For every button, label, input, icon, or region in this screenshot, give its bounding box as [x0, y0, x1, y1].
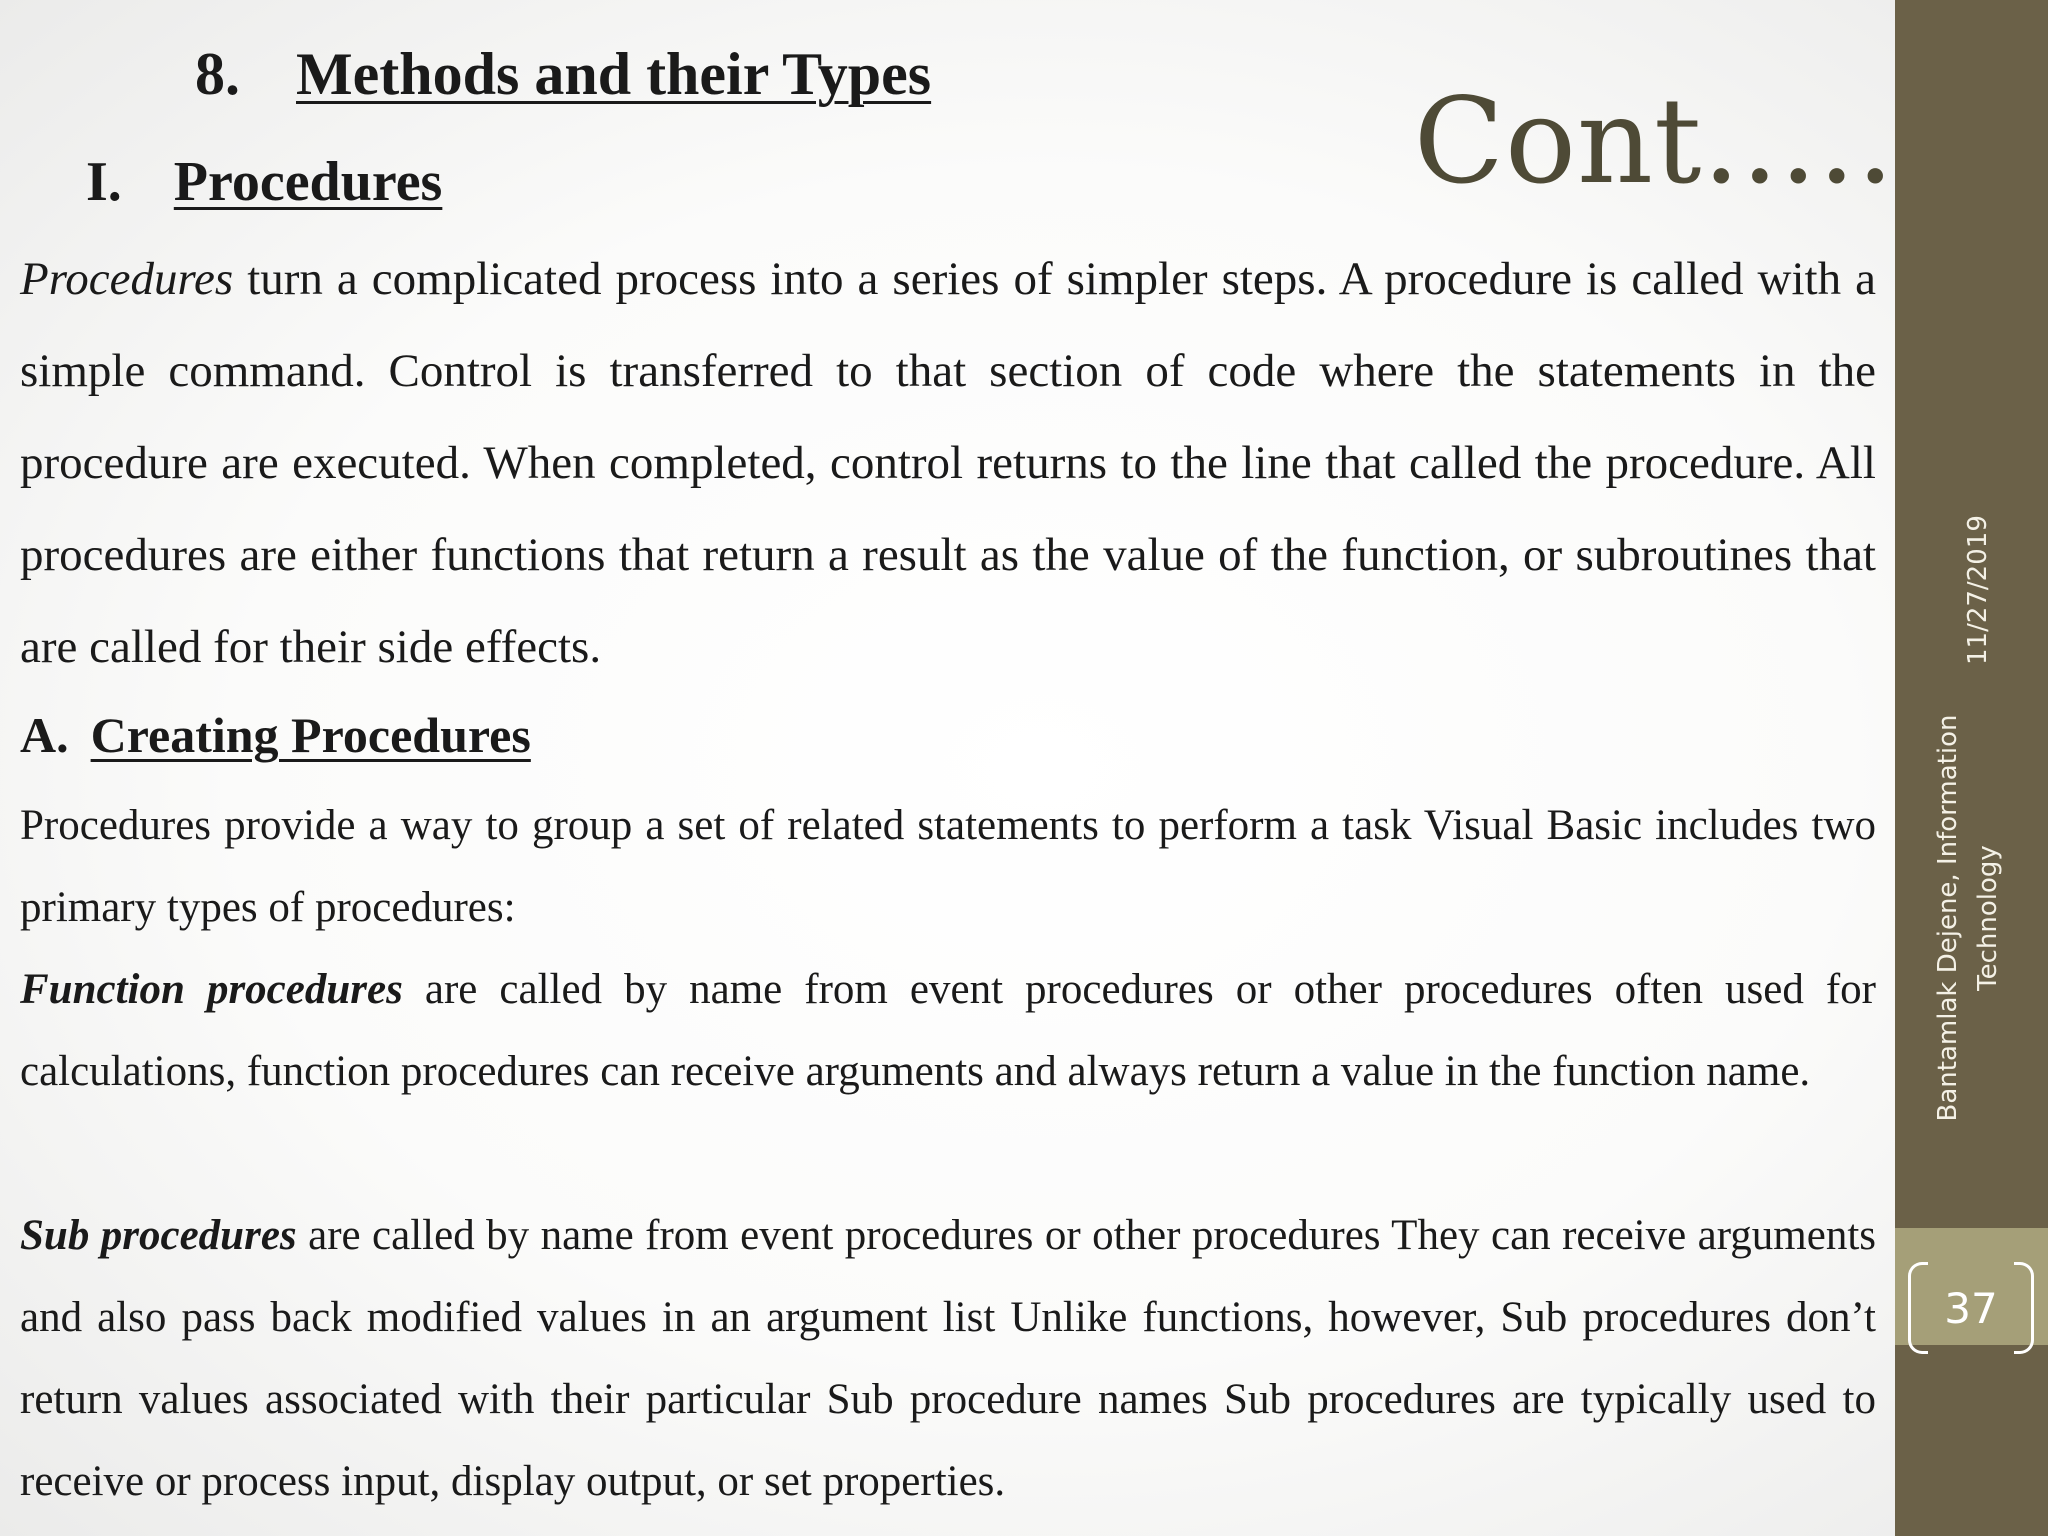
section-heading-text: Methods and their Types [296, 41, 932, 107]
sub-procedures-text: are called by name from event procedures or other procedures They can receive arguments and also pass back modified values in an argument list Unlike functions, however, Sub procedures don’t return values associated with their particular Sub procedure names Sub procedures are typically used to receive or process input, display output, or set properties. [20, 1212, 1876, 1505]
section-a-letter: A. [20, 707, 69, 763]
function-procedures-paragraph [20, 949, 1876, 1113]
slide-title: Cont..... [1413, 72, 1895, 210]
section-a-text: Creating Procedures [90, 707, 531, 763]
function-procedures-term: Function procedures [20, 966, 403, 1013]
subheading-text: Procedures [173, 151, 443, 213]
author-line-2: Technology [1973, 845, 2003, 991]
section-a-heading [20, 706, 531, 764]
slide-author [1928, 698, 2008, 1138]
intro-term: Procedures [20, 253, 234, 305]
page-number: 37 [1944, 1283, 1998, 1333]
sub-procedures-term: Sub procedures [20, 1212, 297, 1259]
section-number: 8. [195, 41, 240, 107]
author-line-1: Bantamlak Dejene, Information [1933, 714, 1963, 1122]
slide-date: 11/27/2019 [1963, 515, 1993, 665]
section-heading [195, 40, 931, 109]
function-procedures-text: are called by name from event procedures or other procedures often used for calculations, function procedures can receive arguments and always return a value in the function name. [20, 966, 1877, 1095]
intro-paragraph [20, 233, 1876, 693]
subheading [86, 150, 442, 214]
left-bracket-icon [1908, 1262, 1928, 1354]
subheading-number: I. [86, 151, 122, 213]
intro-text: turn a complicated process into a series of simpler steps. A procedure is called with a simple command. Control is transferred to that section of code where the statements in the procedure are executed. When completed, control returns to the line that called the procedure. All procedures are either functions that return a result as the value of the function, or subroutines that are called for their side effects. [20, 253, 1876, 673]
right-bracket-icon [2014, 1262, 2034, 1354]
sub-procedures-paragraph [20, 1195, 1876, 1523]
creating-paragraph: Procedures provide a way to group a set of related statements to perform a task Visual Basic includes two primary types of procedures: [20, 802, 1876, 931]
